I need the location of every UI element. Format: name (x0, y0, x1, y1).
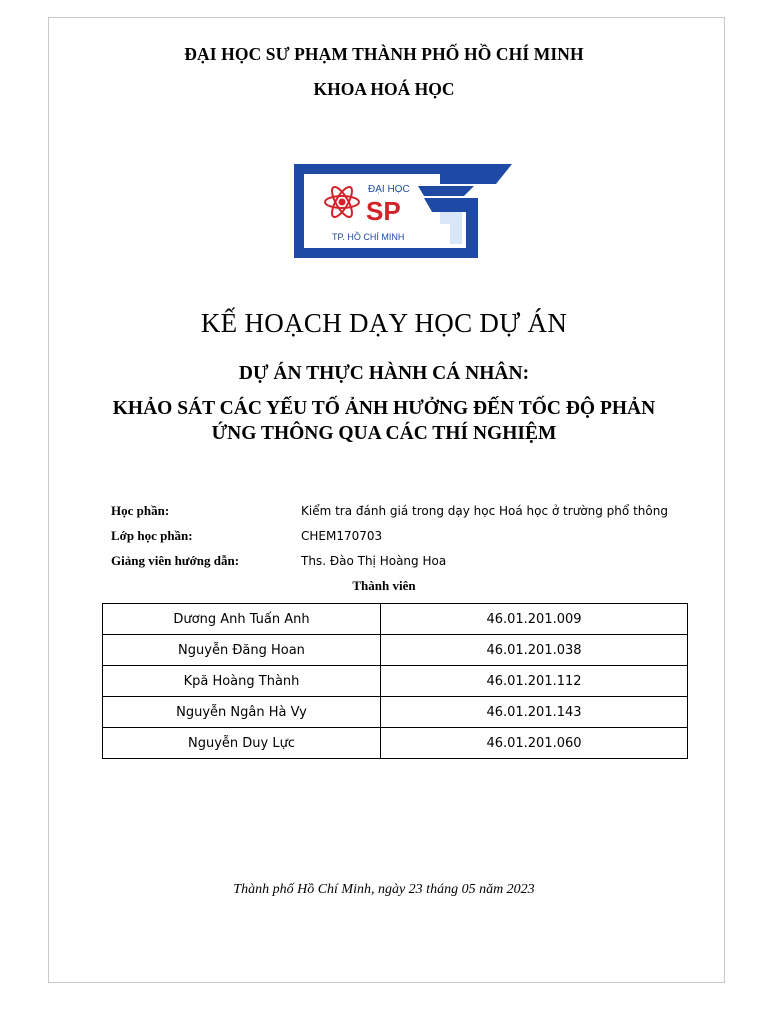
table-row (103, 604, 688, 635)
table-row (103, 635, 688, 666)
member-name: Kpă Hoàng Thành (103, 666, 381, 697)
info-label: Lớp học phần: (111, 528, 193, 543)
member-id: 46.01.201.143 (381, 697, 688, 728)
university-logo-icon (290, 160, 515, 262)
table-row (103, 666, 688, 697)
faculty-name: KHOA HOÁ HỌC (313, 79, 455, 99)
info-value: Kiểm tra đánh giá trong dạy học Hoá học ở trường phổ thông (301, 504, 668, 518)
logo-text-top: ĐẠI HỌC (368, 184, 410, 195)
members-heading: Thành viên (352, 578, 416, 593)
member-name: Dương Anh Tuấn Anh (103, 604, 381, 635)
subtitle: DỰ ÁN THỰC HÀNH CÁ NHÂN: (238, 363, 530, 384)
info-label: Học phần: (111, 503, 170, 518)
info-row-course (111, 503, 668, 519)
main-title: KẾ HOẠCH DẠY HỌC DỰ ÁN (200, 308, 568, 338)
member-name: Nguyễn Duy Lực (103, 728, 381, 759)
table-row (103, 728, 688, 759)
info-value: CHEM170703 (301, 529, 383, 543)
info-value: Ths. Đào Thị Hoàng Hoa (301, 554, 447, 568)
member-id: 46.01.201.009 (381, 604, 688, 635)
logo-text-main: SP (366, 196, 401, 226)
member-id: 46.01.201.060 (381, 728, 688, 759)
member-name: Nguyễn Ngân Hà Vy (103, 697, 381, 728)
member-id: 46.01.201.112 (381, 666, 688, 697)
info-label: Giảng viên hướng dẫn: (111, 553, 240, 568)
project-topic (40, 396, 728, 446)
member-id: 46.01.201.038 (381, 635, 688, 666)
info-row-class (111, 528, 382, 544)
project-topic-line-1: KHẢO SÁT CÁC YẾU TỐ ẢNH HƯỞNG ĐẾN TỐC ĐỘ PHẢN (112, 398, 656, 419)
member-name: Nguyễn Đăng Hoan (103, 635, 381, 666)
members-table (102, 603, 688, 759)
date-line: Thành phố Hồ Chí Minh, ngày 23 tháng 05 năm 2023 (233, 882, 535, 897)
logo-text-bottom: TP. HỒ CHÍ MINH (332, 232, 405, 242)
table-row (103, 697, 688, 728)
university-name: ĐẠI HỌC SƯ PHẠM THÀNH PHỐ HỒ CHÍ MINH (184, 44, 584, 64)
info-row-instructor (111, 553, 446, 569)
project-topic-line-2: ỨNG THÔNG QUA CÁC THÍ NGHIỆM (211, 423, 557, 444)
